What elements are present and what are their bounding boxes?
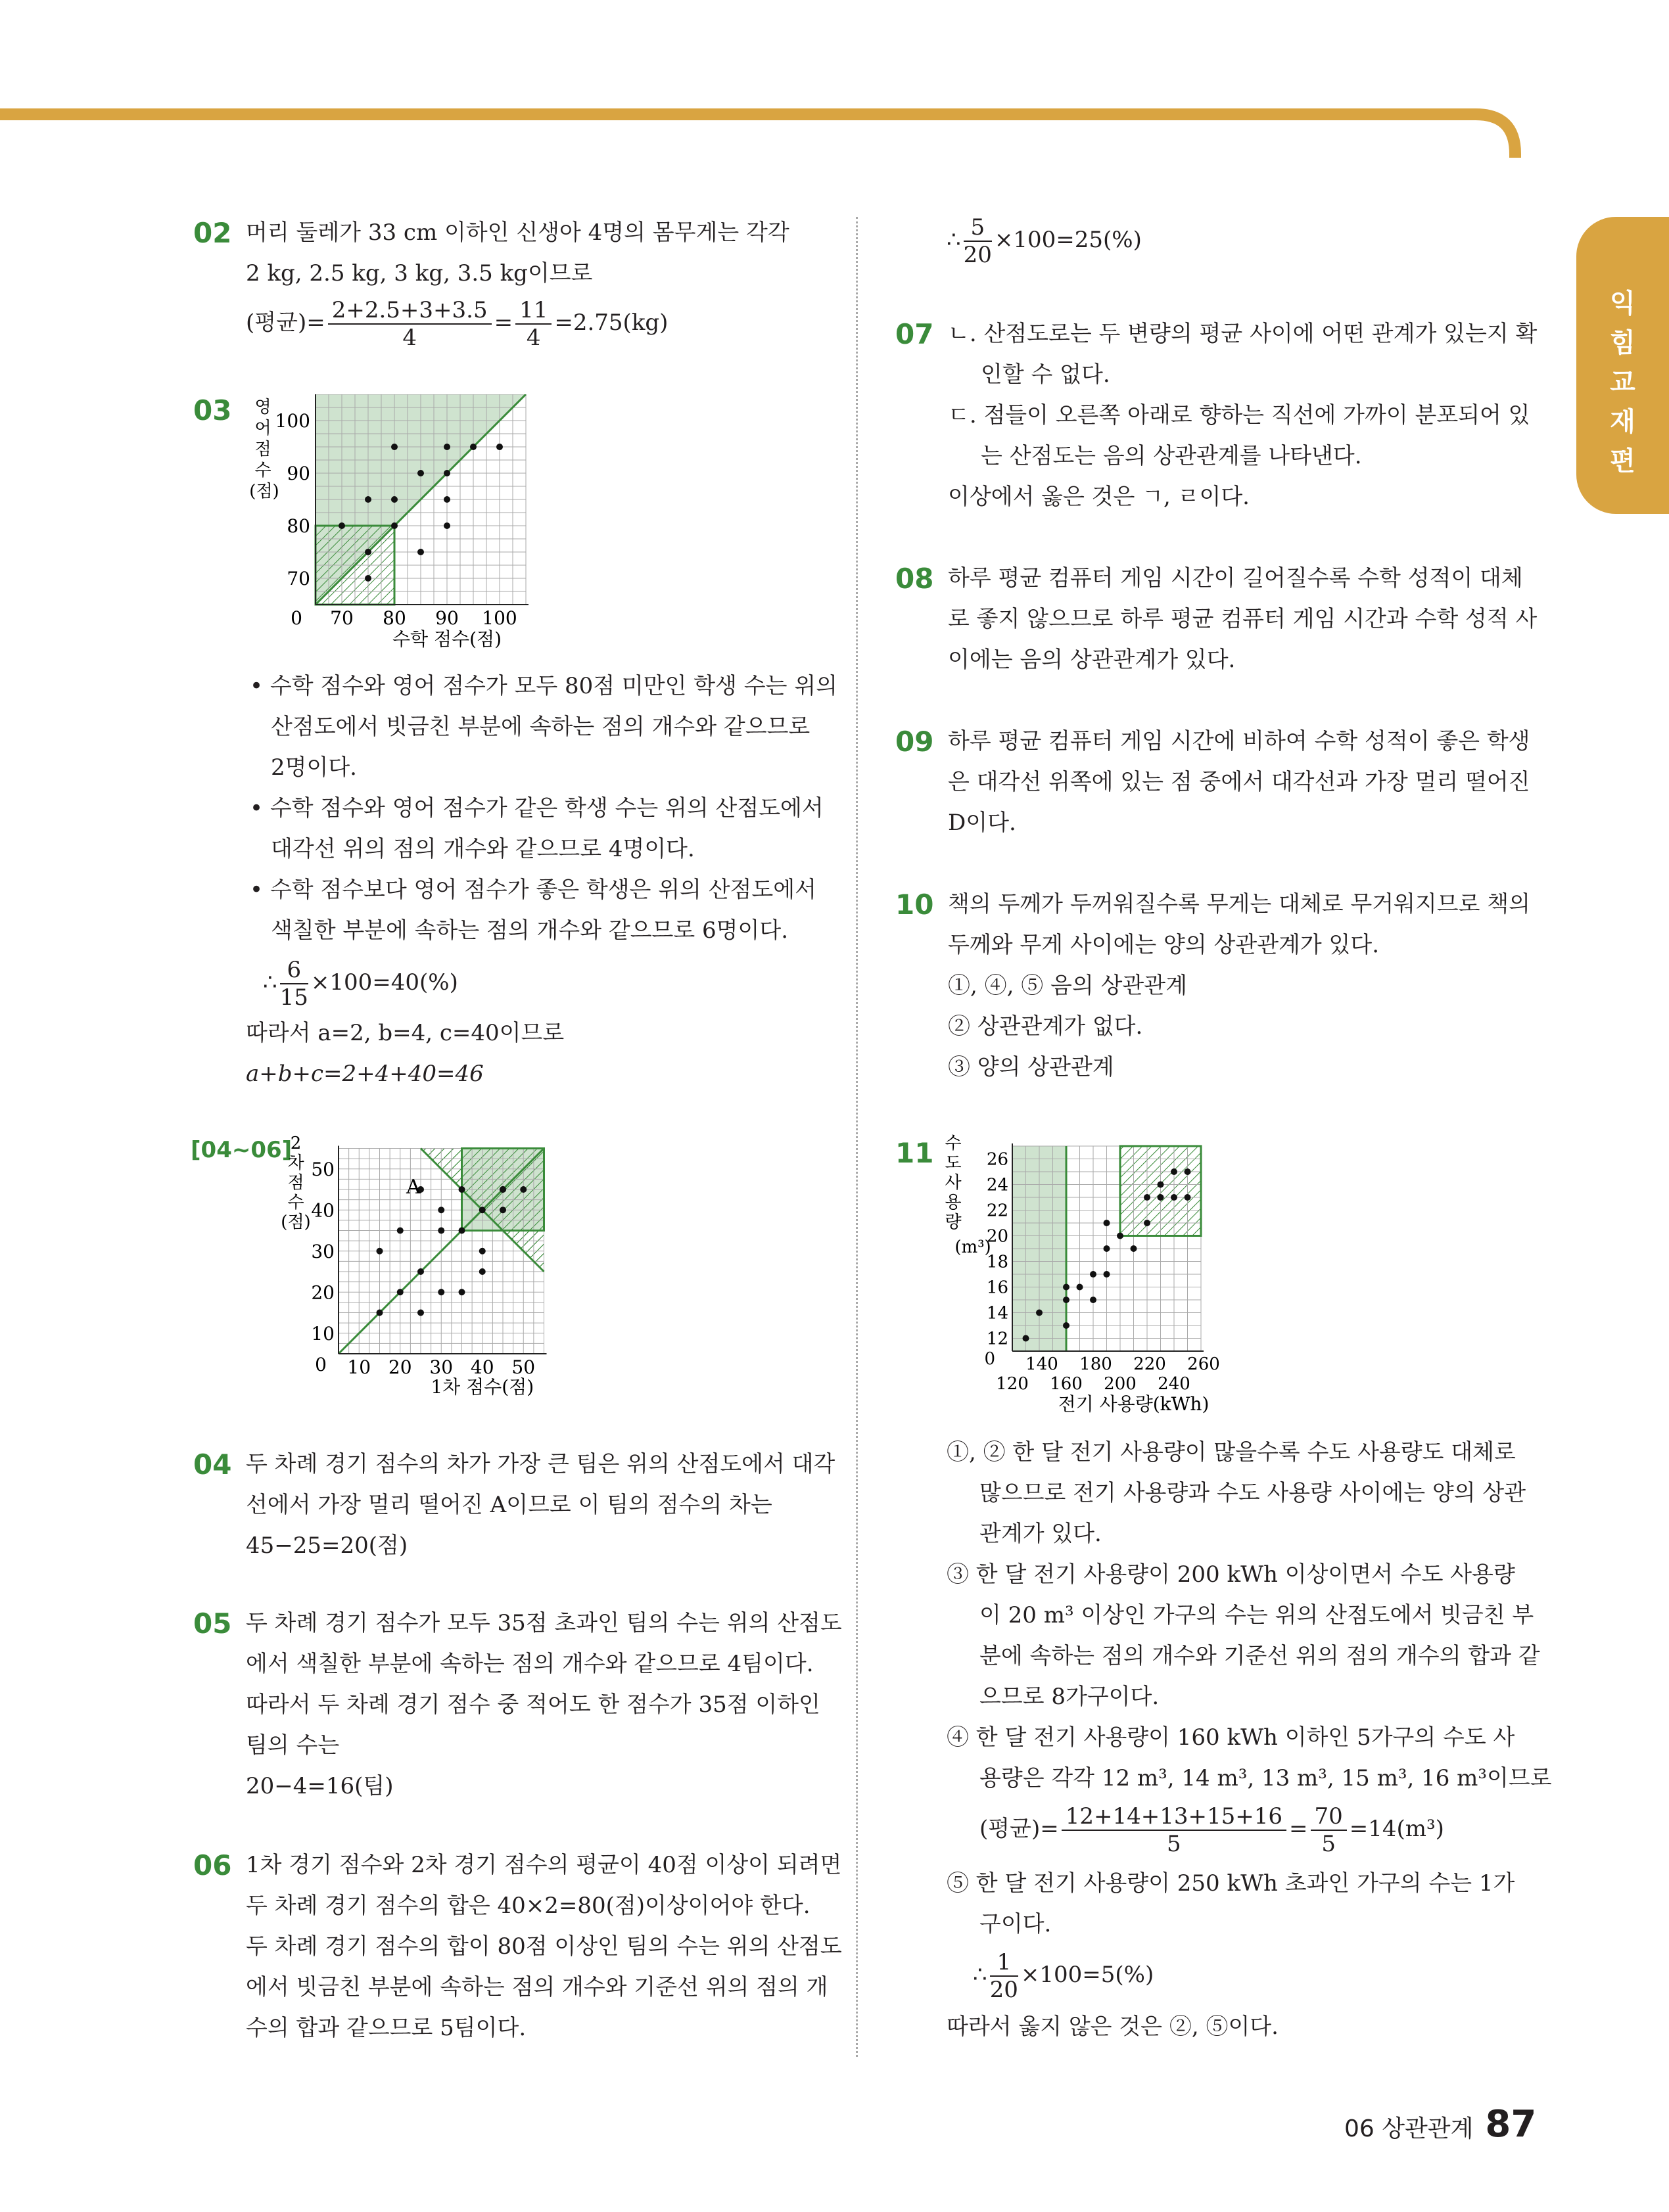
x-tick-label: 40 <box>470 1356 494 1378</box>
formula-line <box>947 214 1142 268</box>
text-line: 선에서 가장 멀리 떨어진 A이므로 이 팀의 점수의 차는 <box>246 1492 772 1518</box>
y-tick-label: 30 <box>311 1240 335 1262</box>
text-line: 하루 평균 컴퓨터 게임 시간이 길어질수록 수학 성적이 대체 <box>948 565 1523 591</box>
y-tick-label: 70 <box>287 568 310 589</box>
data-point <box>444 496 450 503</box>
text-line: ①, ② 한 달 전기 사용량이 많을수록 수도 사용량도 대체로 <box>947 1439 1516 1465</box>
y-axis-label: 용 <box>945 1193 962 1212</box>
numerator: 12+14+13+15+16 <box>1062 1803 1286 1831</box>
page-number: 87 <box>1485 2103 1537 2146</box>
y-tick-label: 80 <box>287 515 310 537</box>
y-axis-label: 수 <box>254 461 271 480</box>
text-line: 산점도에서 빗금친 부분에 속하는 점의 개수와 같으므로 <box>271 714 811 740</box>
page-footer <box>1344 2103 1536 2146</box>
data-point <box>1171 1194 1177 1201</box>
x-axis-label: 수학 점수(점) <box>392 628 502 650</box>
question-number: 05 <box>193 1607 232 1640</box>
formula-line <box>263 957 458 1011</box>
text-line: 두 차례 경기 점수가 모두 35점 초과인 팀의 수는 위의 산점도 <box>246 1610 842 1636</box>
data-point <box>365 549 371 555</box>
data-point <box>1104 1271 1110 1278</box>
data-point <box>1185 1194 1191 1201</box>
question-number: 04 <box>193 1448 232 1481</box>
y-tick-label: 20 <box>311 1281 335 1304</box>
data-point <box>438 1289 444 1295</box>
column-divider <box>856 217 858 2057</box>
scatter-chart-03 <box>243 394 552 664</box>
data-point <box>377 1310 383 1316</box>
text-line: 1차 경기 점수와 2차 경기 점수의 평균이 40점 이상이 되려면 <box>246 1852 842 1878</box>
question-number: 11 <box>895 1137 934 1169</box>
text-line: 하루 평균 컴퓨터 게임 시간에 비하여 수학 성적이 좋은 학생 <box>948 728 1530 754</box>
formula-text: ×100=40(%) <box>310 969 458 996</box>
question-number: 10 <box>895 888 934 921</box>
x-tick-label: 20 <box>388 1356 412 1378</box>
numerator: 6 <box>280 957 308 984</box>
data-point <box>1158 1194 1164 1201</box>
y-tick-label: 26 <box>986 1149 1008 1170</box>
x-tick-label: 10 <box>347 1356 371 1378</box>
text-line: 두 차례 경기 점수의 합이 80점 이상인 팀의 수는 위의 산점도 <box>246 1933 842 1960</box>
data-point <box>1090 1271 1096 1278</box>
formula-text: ×100=25(%) <box>994 227 1142 253</box>
y-axis-label: 영 <box>254 398 271 417</box>
text-line: 45−25=20(점) <box>246 1532 408 1559</box>
chapter-label: 06 상관관계 <box>1344 2115 1474 2142</box>
text-line: 에서 색칠한 부분에 속하는 점의 개수와 같으므로 4팀이다. <box>246 1651 814 1677</box>
therefore-symbol: ∴ <box>263 969 277 996</box>
x-tick-label: 120 <box>996 1374 1029 1394</box>
text-line: 이에는 음의 상관관계가 있다. <box>948 647 1236 673</box>
data-point <box>438 1207 444 1213</box>
denominator: 20 <box>989 1977 1018 2003</box>
x-tick-label: 220 <box>1133 1354 1166 1374</box>
data-point <box>391 444 398 450</box>
text-line: a+b+c=2+4+40=46 <box>246 1061 484 1087</box>
fraction <box>990 1949 1018 2003</box>
question-number: 03 <box>193 394 232 426</box>
y-axis-label: (점) <box>249 482 279 501</box>
x-tick-label: 200 <box>1104 1374 1137 1394</box>
therefore-symbol: ∴ <box>947 227 961 253</box>
formula-line <box>246 297 668 351</box>
data-point <box>377 1248 383 1255</box>
text-line: 이 20 m³ 이상인 가구의 수는 위의 산점도에서 빗금친 부 <box>979 1602 1534 1628</box>
text-line: 2명이다. <box>271 754 357 781</box>
data-point <box>500 1186 506 1193</box>
data-point <box>1036 1310 1043 1316</box>
data-point <box>391 496 398 503</box>
text-line: ③ 한 달 전기 사용량이 200 kWh 이상이면서 수도 사용량 <box>947 1561 1515 1588</box>
y-tick-label: 40 <box>311 1199 335 1222</box>
bullet-line: • 수학 점수와 영어 점수가 모두 80점 미만인 학생 수는 위의 <box>250 673 837 699</box>
y-axis-label: 2 <box>290 1134 302 1153</box>
y-axis-label: 수 <box>945 1134 962 1153</box>
data-point <box>479 1248 486 1255</box>
formula-text: (평균)= <box>246 310 325 336</box>
data-point <box>417 1268 424 1275</box>
x-tick-label: 180 <box>1079 1354 1112 1374</box>
formula-line <box>973 1949 1154 2003</box>
x-tick-label: 30 <box>429 1356 454 1378</box>
data-point <box>496 444 503 450</box>
text-line: ② 상관관계가 없다. <box>948 1013 1143 1040</box>
data-point <box>1185 1168 1191 1175</box>
y-axis-label: (점) <box>281 1212 311 1232</box>
numerator: 2+2.5+3+3.5 <box>328 297 492 325</box>
side-tab-char: 힘 <box>1610 328 1635 358</box>
denominator: 5 <box>1167 1831 1181 1857</box>
data-point <box>397 1289 404 1295</box>
formula-text: = <box>494 310 513 336</box>
y-tick-label: 100 <box>275 410 310 432</box>
origin-label: 0 <box>984 1349 995 1369</box>
data-point <box>444 522 450 529</box>
data-point <box>1023 1335 1029 1342</box>
y-axis-label: 어 <box>254 419 271 438</box>
data-point <box>417 1310 424 1316</box>
data-point <box>365 575 371 582</box>
x-tick-label: 100 <box>482 607 517 629</box>
x-tick-label: 160 <box>1050 1374 1083 1394</box>
data-point <box>1090 1297 1096 1303</box>
fraction <box>280 957 308 1011</box>
y-tick-label: 24 <box>986 1175 1008 1195</box>
numerator: 5 <box>964 214 992 242</box>
data-point <box>1063 1297 1070 1303</box>
text-line: 이상에서 옳은 것은 ㄱ, ㄹ이다. <box>948 484 1250 510</box>
text-line: 두 차례 경기 점수의 합은 40×2=80(점)이상이어야 한다. <box>246 1893 811 1919</box>
text-line: 수의 합과 같으므로 5팀이다. <box>246 2015 527 2041</box>
data-point <box>1131 1245 1137 1252</box>
y-axis-label: 량 <box>945 1212 962 1232</box>
x-tick-label: 50 <box>511 1356 536 1378</box>
bullet-line: • 수학 점수보다 영어 점수가 좋은 학생은 위의 산점도에서 <box>250 877 816 903</box>
data-point <box>1104 1220 1110 1226</box>
y-axis-label: 도 <box>945 1153 962 1173</box>
text-line: 는 산점도는 음의 상관관계를 나타낸다. <box>981 443 1362 469</box>
text-line: 많으므로 전기 사용량과 수도 사용량 사이에는 양의 상관 <box>979 1480 1526 1506</box>
side-tab <box>1576 217 1669 514</box>
y-axis-label: 사 <box>945 1173 962 1193</box>
text-line: 2 kg, 2.5 kg, 3 kg, 3.5 kg이므로 <box>246 260 593 287</box>
text-line: 20−4=16(팀) <box>246 1773 394 1799</box>
fraction <box>515 297 552 351</box>
data-point <box>444 444 450 450</box>
scatter-chart-04-06 <box>276 1130 565 1406</box>
text-line: ⑤ 한 달 전기 사용량이 250 kWh 초과인 가구의 수는 1가 <box>947 1870 1515 1897</box>
text-line: ③ 양의 상관관계 <box>948 1054 1114 1080</box>
fraction <box>1311 1803 1347 1857</box>
origin-label: 0 <box>315 1354 327 1375</box>
x-tick-label: 140 <box>1025 1354 1058 1374</box>
question-range: [04~06] <box>191 1137 293 1163</box>
y-tick-label: 10 <box>311 1322 335 1345</box>
data-point <box>500 1207 506 1213</box>
text-line: ㄷ. 점들이 오른쪽 아래로 향하는 직선에 가까이 분포되어 있 <box>948 402 1530 428</box>
question-number: 08 <box>895 563 934 595</box>
data-point <box>365 496 371 503</box>
numerator: 70 <box>1311 1803 1347 1831</box>
y-tick-label: 18 <box>986 1252 1008 1272</box>
x-tick-label: 90 <box>435 607 459 629</box>
text-line: 머리 둘레가 33 cm 이하인 신생아 4명의 몸무게는 각각 <box>246 219 789 246</box>
top-accent-bar <box>0 0 1669 171</box>
text-line: 으므로 8가구이다. <box>979 1684 1160 1710</box>
formula-text: = <box>1289 1816 1308 1842</box>
data-point <box>438 1228 444 1234</box>
text-line: 로 좋지 않으므로 하루 평균 컴퓨터 게임 시간과 수학 성적 사 <box>948 606 1538 632</box>
fraction <box>1062 1803 1286 1857</box>
x-tick-label: 80 <box>383 607 406 629</box>
data-point <box>391 522 398 529</box>
fraction <box>328 297 492 351</box>
data-point <box>1117 1233 1123 1239</box>
denominator: 20 <box>963 242 992 268</box>
therefore-symbol: ∴ <box>973 1962 987 1988</box>
fraction <box>964 214 992 268</box>
text-line: 책의 두께가 두꺼워질수록 무게는 대체로 무거워지므로 책의 <box>948 891 1530 917</box>
formula-text: ×100=5(%) <box>1020 1962 1154 1988</box>
question-number: 06 <box>193 1849 232 1881</box>
data-point <box>459 1186 465 1193</box>
question-number: 02 <box>193 217 232 249</box>
y-tick-label: 12 <box>986 1329 1008 1349</box>
x-axis-label: 전기 사용량(kWh) <box>1058 1393 1210 1415</box>
data-point <box>459 1228 465 1234</box>
formula-text: (평균)= <box>979 1816 1059 1842</box>
text-line: ㄴ. 산점도로는 두 변량의 평균 사이에 어떤 관계가 있는지 확 <box>948 321 1538 347</box>
data-point <box>1104 1245 1110 1252</box>
point-label: A <box>406 1176 421 1199</box>
text-line: 에서 빗금친 부분에 속하는 점의 개수와 기준선 위의 점의 개 <box>246 1974 828 2000</box>
denominator: 4 <box>402 325 417 351</box>
side-tab-char: 익 <box>1610 288 1635 319</box>
text-line: 색칠한 부분에 속하는 점의 개수와 같으므로 6명이다. <box>271 917 789 944</box>
denominator: 5 <box>1321 1831 1336 1857</box>
side-tab-char: 재 <box>1610 407 1635 437</box>
formula-text: =14(m³) <box>1349 1816 1444 1842</box>
data-point <box>479 1207 486 1213</box>
text-line: ①, ④, ⑤ 음의 상관관계 <box>948 973 1187 999</box>
data-point <box>1063 1322 1070 1329</box>
text-line: 용량은 각각 12 m³, 14 m³, 13 m³, 15 m³, 16 m³이므로 <box>979 1765 1552 1791</box>
numerator: 1 <box>990 1949 1018 1977</box>
y-axis-unit: (m³) <box>954 1237 991 1257</box>
question-number: 09 <box>895 726 934 758</box>
data-point <box>417 549 424 555</box>
data-point <box>444 470 450 476</box>
question-number: 07 <box>895 318 934 350</box>
scatter-chart-11 <box>940 1134 1249 1430</box>
data-point <box>1077 1284 1083 1291</box>
text-line: 따라서 a=2, b=4, c=40이므로 <box>246 1020 565 1046</box>
text-line: 은 대각선 위쪽에 있는 점 중에서 대각선과 가장 멀리 떨어진 <box>948 769 1530 795</box>
data-point <box>1158 1182 1164 1188</box>
x-tick-label: 260 <box>1187 1354 1220 1374</box>
y-tick-label: 16 <box>986 1278 1008 1298</box>
y-tick-label: 14 <box>986 1303 1008 1324</box>
text-line: 따라서 옳지 않은 것은 ②, ⑤이다. <box>947 2014 1279 2040</box>
origin-label: 0 <box>291 607 302 629</box>
y-tick-label: 22 <box>986 1201 1008 1221</box>
data-point <box>1144 1220 1150 1226</box>
denominator: 4 <box>526 325 541 351</box>
data-point <box>470 444 477 450</box>
formula-line <box>979 1803 1444 1857</box>
text-line: 분에 속하는 점의 개수와 기준선 위의 점의 개수의 합과 같 <box>979 1643 1540 1669</box>
data-point <box>1171 1168 1177 1175</box>
y-tick-label: 90 <box>287 463 310 484</box>
side-tab-char: 편 <box>1610 446 1635 476</box>
text-line: 인할 수 없다. <box>981 361 1110 388</box>
data-point <box>479 1268 486 1275</box>
data-point <box>520 1186 527 1193</box>
denominator: 15 <box>279 984 308 1011</box>
y-tick-label: 50 <box>311 1158 335 1180</box>
x-axis-label: 1차 점수(점) <box>431 1376 534 1398</box>
text-line: 두께와 무게 사이에는 양의 상관관계가 있다. <box>948 932 1380 958</box>
text-line: D이다. <box>948 810 1016 836</box>
text-line: 관계가 있다. <box>979 1521 1102 1547</box>
x-tick-label: 240 <box>1158 1374 1190 1394</box>
y-axis-label: 수 <box>287 1193 304 1212</box>
y-axis-label: 점 <box>254 440 271 459</box>
data-point <box>1144 1194 1150 1201</box>
text-line: 팀의 수는 <box>246 1732 340 1759</box>
bullet-line: • 수학 점수와 영어 점수가 같은 학생 수는 위의 산점도에서 <box>250 795 824 821</box>
text-line: ④ 한 달 전기 사용량이 160 kWh 이하인 5가구의 수도 사 <box>947 1724 1515 1751</box>
y-axis-label: 점 <box>287 1173 304 1193</box>
side-tab-char: 교 <box>1610 367 1635 398</box>
text-line: 구이다. <box>979 1911 1052 1937</box>
data-point <box>459 1289 465 1295</box>
formula-text: =2.75(kg) <box>554 310 669 336</box>
data-point <box>1063 1284 1070 1291</box>
text-line: 따라서 두 차례 경기 점수 중 적어도 한 점수가 35점 이하인 <box>246 1692 820 1718</box>
numerator: 11 <box>515 297 552 325</box>
data-point <box>397 1228 404 1234</box>
data-point <box>339 522 345 529</box>
y-axis-label: 차 <box>287 1153 304 1173</box>
data-point <box>417 470 424 476</box>
text-line: 두 차례 경기 점수의 차가 가장 큰 팀은 위의 산점도에서 대각 <box>246 1451 835 1477</box>
y-tick-label: 20 <box>986 1226 1008 1247</box>
x-tick-label: 70 <box>330 607 354 629</box>
text-line: 대각선 위의 점의 개수와 같으므로 4명이다. <box>271 836 695 862</box>
